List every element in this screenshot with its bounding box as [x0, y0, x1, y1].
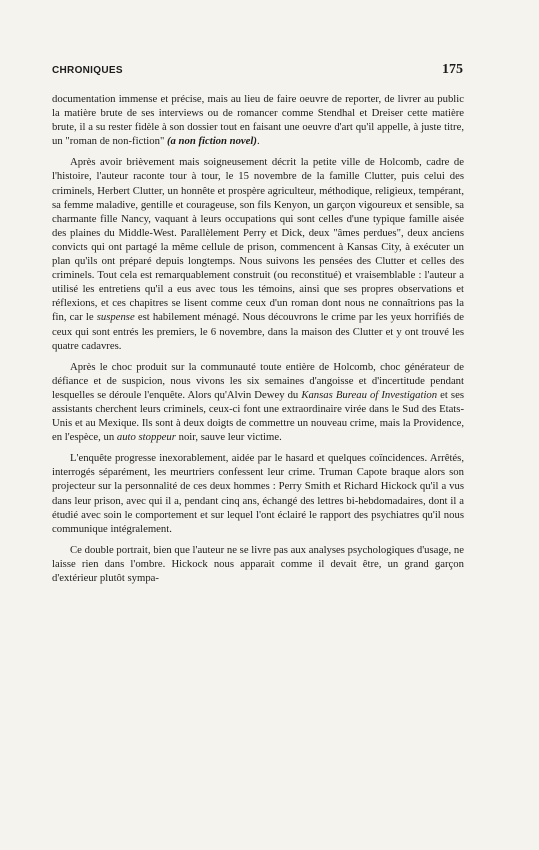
text-run: noir, sauve leur victime.: [175, 431, 282, 444]
section-title: CHRONIQUES: [52, 65, 123, 76]
emphasis-text: suspense: [96, 311, 135, 324]
text-run: documentation immense et précise, mais au lieu de faire oeuvre de reporter, de livrer au public la matière brute de ses interviews ou de romancer comme Stendhal et Dreiser cette matière brute, il a su rester fidèle à son dossier tout en faisant une oeuvre d'art qu'il appelle, à juste titre, un "roman de non-fiction": [52, 93, 464, 148]
text-run: et ses assistants cherchent leurs criminels, ceux-ci font une extraordinaire virée dans le Sud des Etats-Unis et au Mexique. Ils sont à deux doigts de commettre un nouveau crime, mais la Providence, en l'espèce, un: [52, 388, 464, 444]
emphasis-text: (a non fiction novel): [166, 135, 257, 148]
text-run: Après le choc produit sur la communauté toute entière de Holcomb, choc générateur de défiance et de suspicion, nous vivons les six semaines d'angoisse et d'incertitude pendant lesquelles se déroule l'enquête. Alors qu'Alvin Dewey du: [52, 360, 464, 401]
page-number: 175: [442, 62, 463, 77]
text-run: .: [256, 135, 260, 148]
body-text: [52, 92, 464, 592]
paragraph: [52, 92, 464, 148]
text-run: Après avoir brièvement mais soigneusement décrit la petite ville de Holcomb, cadre de l'histoire, l'auteur raconte tour à tour, le 15 novembre de la famille Clutter, puis celui des criminels, Herbert Clutter, un honnête et prospère agriculteur, méthodique, religieux, tempérant, sa femme maladive, gentille et courageuse, son fils Kenyon, un garçon vigoureux et sensible, sa charmante fille Nancy, vaquant à leurs occupations qui sont celles d'une typique famille aisée des plaines du Middle-West. Parallèlement Perry et Dick, deux "âmes perdues", deux anciens convicts qui ont partagé la même cellule de prison, commencent à Kansas City, à exécuter un plan qu'ils ont préparé depuis longtemps. Nous suivons les pensées des Clutter et celles des criminels. Tout cela est remarquablement construit (ou reconstitué) et vraisemblable : l'auteur a utilisé les entretiens qu'il a eus avec tous les témoins, ainsi que ses propres observations et réflexions, et ces chapitres se lisent comme ceux d'un roman dont nous ne connaîtrions pas la fin, car le: [52, 156, 464, 324]
paragraph: [52, 451, 464, 536]
emphasis-text: auto stoppeur: [116, 431, 176, 444]
paragraph: [52, 360, 464, 445]
paragraph: [52, 155, 464, 352]
text-run: Ce double portrait, bien que l'auteur ne se livre pas aux analyses psychologiques d'usage, ne laisse rien dans l'ombre. Hickock nous apparait comme il devait être, un grand garçon d'extérieur plutôt sympa-: [52, 543, 464, 584]
paragraph: [52, 543, 464, 585]
emphasis-text: Kansas Bureau of Investigation: [301, 388, 438, 401]
text-run: L'enquête progresse inexorablement, aidée par le hasard et quelques coïncidences. Arrêtés, interrogés séparément, les meurtriers confessent leur crime. Truman Capote braque alors son projecteur sur la personnalité de ces deux hommes : Perry Smith et Richard Hickock qu'il a vus dans leur prison, avec qui il a, pendant cinq ans, échangé des lettres bi-hebdomadaires, dont il a étudié avec soin le comportement et sur lequel l'ont éclairé le rapport des psychiatres qu'il nous communique intégralement.: [52, 452, 464, 535]
text-run: est habilement ménagé. Nous découvrons le crime par les yeux horrifiés de ceux qui sont entrés les premiers, le 6 novembre, dans la maison des Clutter et y ont trouvé les quatre cadavres.: [52, 311, 464, 352]
running-head: [52, 62, 463, 78]
